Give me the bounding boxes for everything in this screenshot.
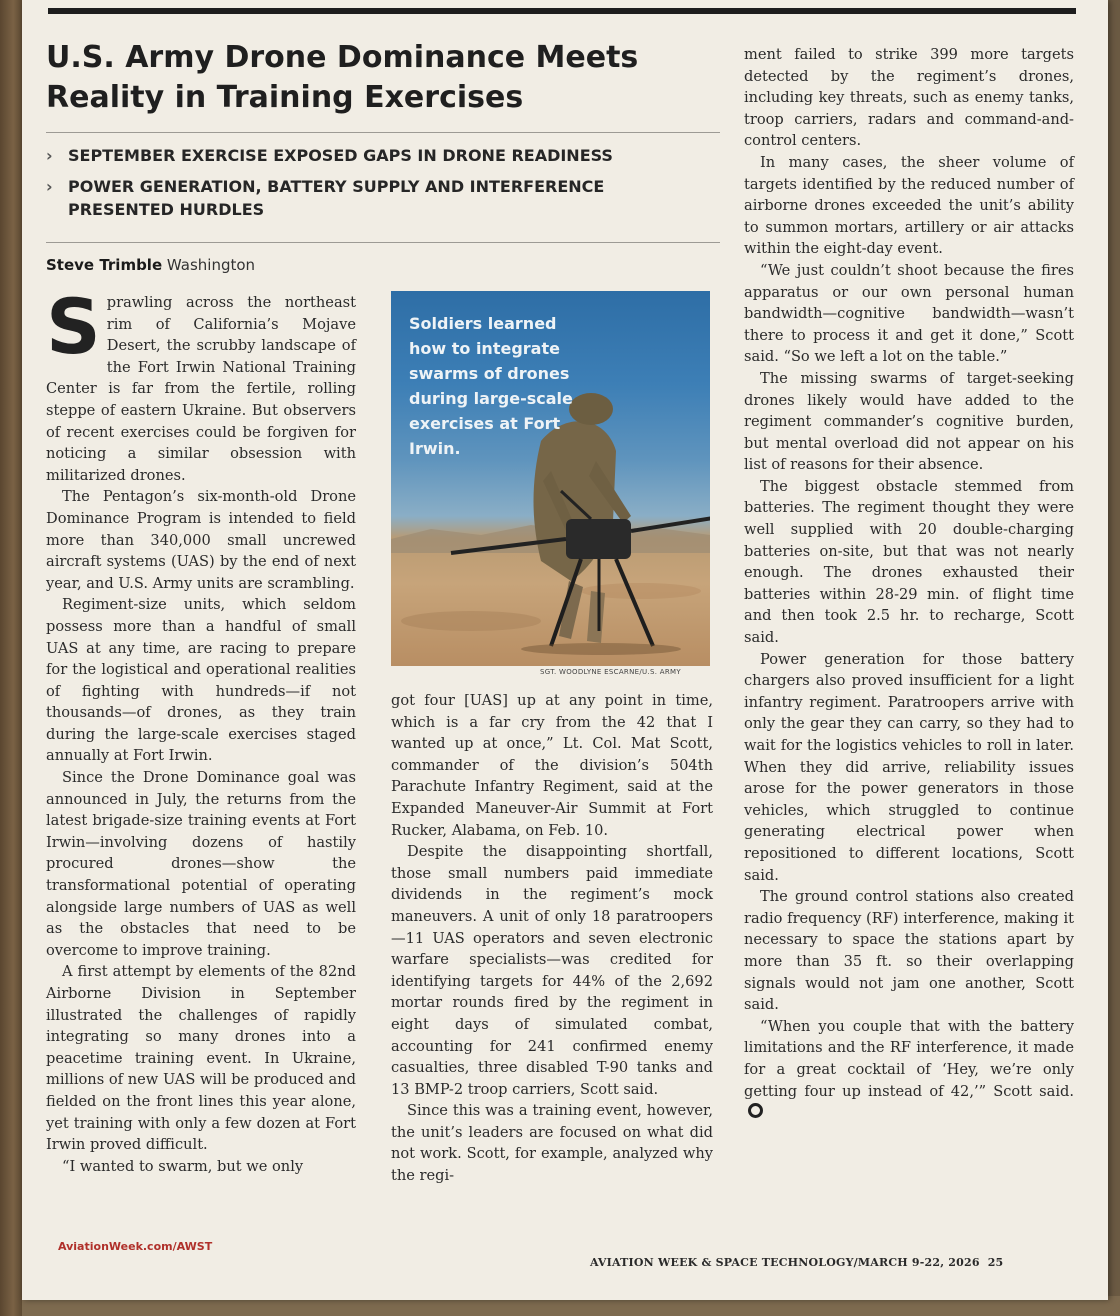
text-column-1 (46, 282, 356, 1177)
author-name: Steve Trimble (46, 256, 163, 274)
paragraph: The Pentagon’s six-month-old Drone Dominance Program is intended to field more than 340,000 small uncrewed aircraft systems (UAS) by the end of next year, and U.S. Army units are scrambling. (46, 488, 356, 592)
paragraph: In many cases, the sheer volume of targets identified by the reduced number of airborne drones exceeded the unit’s ability to summon mortars, artillery or air attacks within the eight-day event. (744, 153, 1074, 258)
paragraph: Regiment-size units, which seldom possess more than a handful of small UAS at any time, are racing to prepare for the logistical and operational realities of fighting with hundreds—if not thousands—of drones, as they train during the large-scale exercises staged annually at Fort Irwin. (46, 596, 356, 765)
paragraph: “I wanted to swarm, but we only (62, 1157, 304, 1175)
headline: U.S. Army Drone Dominance Meets Reality in Training Exercises (46, 40, 639, 115)
paragraph: The missing swarms of target-seeking drones likely would have added to the regiment commander’s cognitive burden, but mental overload did not appear on his list of reasons for their absence. (744, 369, 1074, 474)
paragraph: got four [UAS] up at any point in time, which is a far cry from the 42 that I wanted up at once,” Lt. Col. Mat Scott, commander of the division’s 504th Parachute Infantry Regiment, said at the Expanded Maneuver-Air Summit at Fort Rucker, Alabama, on Feb. 10. (391, 692, 713, 839)
dropcap: S (46, 282, 101, 371)
text-column-3 (744, 44, 1074, 1124)
byline (46, 256, 255, 274)
paragraph: The ground control stations also created radio frequency (RF) interference, making it necessary to space the stations apart by more than 35 ft. so their overlapping signals would not jam one another, Scott said. (744, 888, 1074, 1014)
divider-top (46, 132, 720, 133)
top-rule (48, 8, 1076, 14)
paragraph: The biggest obstacle stemmed from batteries. The regiment thought they were well supplied with 20 double-charging batteries on-site, but that was not nearly enough. The drones exhausted their batteries within 28-29 min. of flight time and then took 2.5 hr. to recharge, Scott said. (744, 477, 1074, 647)
paragraph: Power generation for those battery chargers also proved insufficient for a light infantry regiment. Paratroopers arrive with only the gear they can carry, so they had to wait for the logistics vehicles to roll in later. When they did arrive, reliability issues arose for the power generators in those vehicles, which struggled to continue generating electrical power when repositioned to different locations, Scott said. (744, 650, 1074, 884)
footer-magazine-title: AVIATION WEEK & SPACE TECHNOLOGY/MARCH 9-22, 2026 (590, 1256, 980, 1269)
chevron-right-icon: › (46, 146, 53, 165)
paragraph: “When you couple that with the battery limitations and the RF interference, it made for a great cocktail of ‘Hey, we’re only getting four up instead of 42,’” Scott said. (744, 1016, 1074, 1124)
deck-bullet (46, 144, 706, 167)
page-number: 25 (987, 1256, 1004, 1269)
photo-credit: SGT. WOODLYNE ESCARNE/U.S. ARMY (540, 668, 681, 676)
paragraph: “We just couldn’t shoot because the fires apparatus or our own personal human bandwidth—cognitive bandwidth—wasn’t there to process it and get it done,” Scott said. “So we left a lot on the table.” (744, 261, 1074, 366)
end-mark-icon (748, 1103, 763, 1118)
paragraph: Since the Drone Dominance goal was announced in July, the returns from the latest brigade-size training events at Fort Irwin—involving dozens of hastily procured drones—show the transformational potential of operating alongside large numbers of UAS as well as the obstacles that need to be overcome to improve training. (46, 769, 356, 959)
deck-bullet (46, 175, 706, 221)
paragraph: A first attempt by elements of the 82nd Airborne Division in September illustrated the challenges of rapidly integrating so many drones into a peacetime training event. In Ukraine, millions of new UAS will be produced and fielded on the front lines this year alone, yet training with only a few dozen at Fort Irwin proved difficult. (46, 963, 356, 1154)
deck-bullets (46, 144, 706, 229)
photo-caption: Soldiers learned how to integrate swarms of drones during large-scale exercises at Fort Irwin. (409, 314, 573, 458)
text-column-2 (391, 690, 713, 1187)
deck-bullet-text: POWER GENERATION, BATTERY SUPPLY AND INTERFERENCE PRESENTED HURDLES (68, 177, 605, 219)
footer-url: AviationWeek.com/AWST (58, 1240, 213, 1253)
divider-bottom (46, 242, 720, 243)
paragraph: Sprawling across the northeast rim of California’s Mojave Desert, the scrubby landscape of the Fort Irwin National Training Center is far from the fertile, rolling steppe of eastern Ukraine. But observers of recent exercises could be forgiven for noticing a similar obsession with militarized drones. (46, 282, 356, 484)
article-photo (391, 291, 710, 666)
paragraph: Since this was a training event, however, the unit’s leaders are focused on what did not work. Scott, for example, analyzed why the regi- (391, 1102, 713, 1185)
author-location: Washington (166, 256, 256, 274)
deck-bullet-text: SEPTEMBER EXERCISE EXPOSED GAPS IN DRONE READINESS (68, 146, 613, 165)
footer-magazine (590, 1256, 1003, 1269)
table-edge (0, 0, 22, 1316)
paragraph: Despite the disappointing shortfall, those small numbers paid immediate dividends in the regiment’s mock maneuvers. A unit of only 18 paratroopers—11 UAS operators and seven electronic warfare specialists—was credited for identifying targets for 44% of the 2,692 mortar rounds fired by the regiment in eight days of simulated combat, accounting for 241 confirmed enemy casualties, three disabled T-90 tanks and 13 BMP-2 troop carriers, Scott said. (391, 843, 713, 1098)
paragraph: ment failed to strike 399 more targets detected by the regiment’s drones, including key threats, such as enemy tanks, troop carriers, radars and command-and-control centers. (744, 46, 1074, 150)
chevron-right-icon: › (46, 177, 53, 196)
